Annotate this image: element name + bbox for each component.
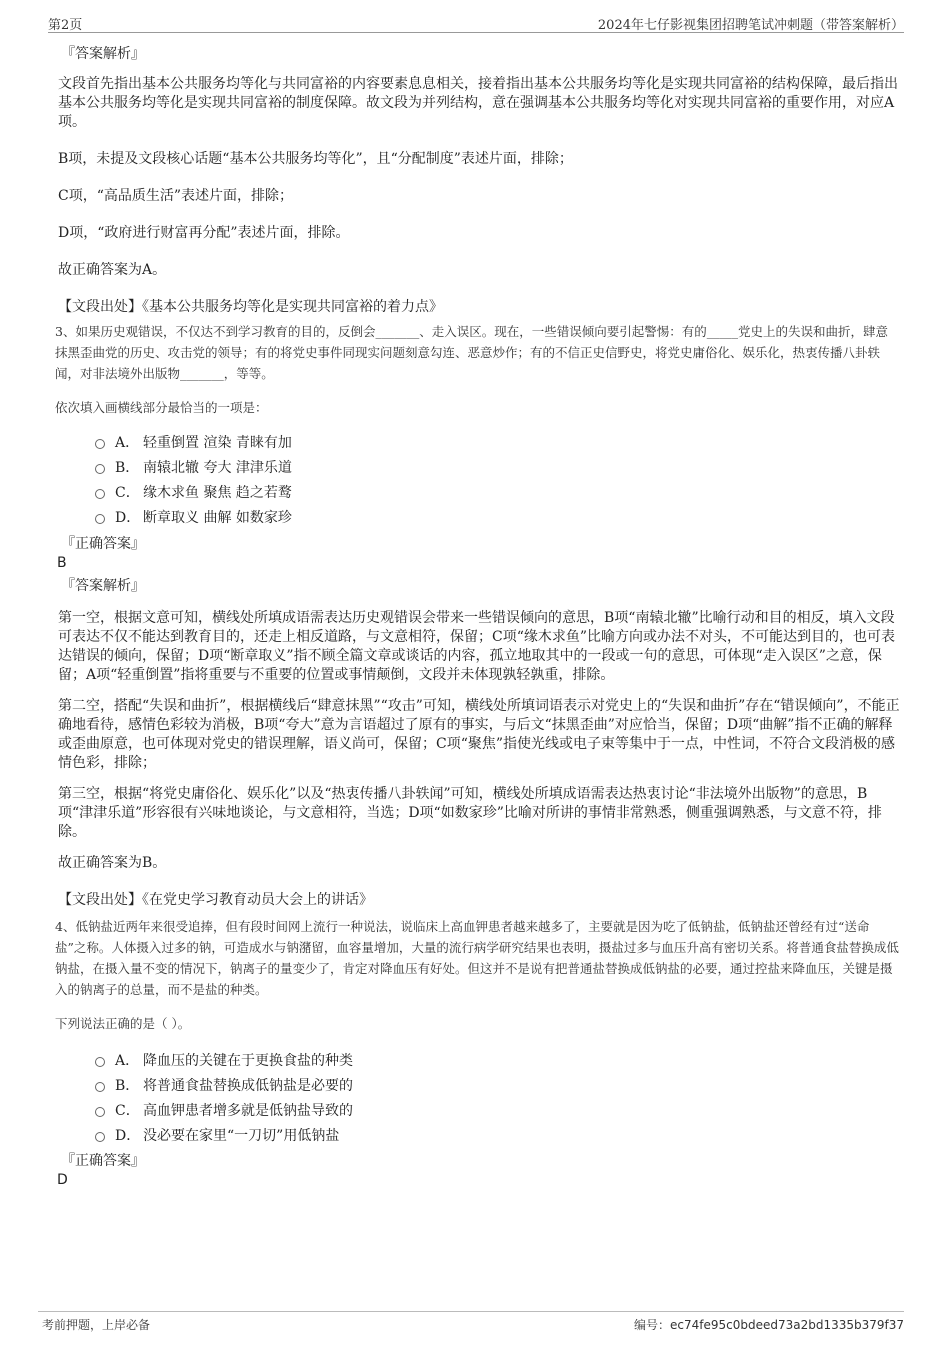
serial-value: ec74fe95c0bdeed73a2bd1335b379f37 (669, 1318, 904, 1332)
analysis-label: 『答案解析』 (61, 578, 145, 594)
correct-answer: D (57, 1172, 68, 1188)
correct-answer-label: 『正确答案』 (61, 1153, 145, 1169)
source-citation: 【文段出处】《基本公共服务均等化是实现共同富裕的着力点》 (58, 299, 443, 315)
serial-label: 编号： (633, 1318, 670, 1332)
source-citation: 【文段出处】《在党史学习教育动员大会上的讲话》 (58, 892, 373, 908)
radio-icon[interactable] (95, 439, 105, 449)
analysis-paragraph: D项，“政府进行财富再分配”表述片面，排除。 (58, 225, 350, 241)
option-a[interactable]: A． 降血压的关键在于更换食盐的种类 (95, 1049, 900, 1074)
document-title: 2024年七仔影视集团招聘笔试冲刺题（带答案解析） (597, 18, 904, 33)
analysis-paragraph: 第一空，根据文意可知，横线处所填成语需表达历史观错误会带来一些错误倾向的意思，B项“南辕北辙”比喻行动和目的相反，填入文段可表达不仅不能达到教育目的，还走上相反道路，与文意相符，保留；C项“缘木求鱼”比喻方向或办法不对头，不可能达到目的，也可表达错误的倾向，保留；D项“断章取义”指不顾全篇文章或谈话的内容，孤立地取其中的一段或一句的意思，可体现“走入误区”之意，保留；A项“轻重倒置”指将重要与不重要的位置或事情颠倒，文段并未体现孰轻孰重，排除。 (58, 610, 896, 683)
radio-icon[interactable] (95, 1132, 105, 1142)
analysis-paragraph: 文段首先指出基本公共服务均等化与共同富裕的内容要素息息相关，接着指出基本公共服务均等化是实现共同富裕的结构保障，最后指出基本公共服务均等化是实现共同富裕的制度保障。故文段为并列结构，意在强调基本公共服务均等化对实现共同富裕的重要作用，对应A项。 (58, 76, 898, 130)
option-a[interactable]: A． 轻重倒置 渲染 青睐有加 (95, 431, 900, 456)
question-4-text: 4、低钠盐近两年来很受追捧，但有段时间网上流行一种说法，说临床上高血钾患者越来越多了，主要就是因为吃了低钠盐，低钠盐还曾经有过“送命盐”之称。人体摄入过多的钠，可造成水与钠潴留，血容量增加，大量的流行病学研究结果也表明，摄盐过多与血压升高有密切关系。将普通食盐替换成低钠盐，在摄入量不变的情况下，钠离子的量变少了，肯定对降血压有好处。但这并不是说有把普通盐替换成低钠盐的必要，通过控盐来降血压，关键是摄入的钠离子的总量，而不是盐的种类。 (55, 919, 899, 997)
option-d[interactable]: D． 没必要在家里“一刀切”用低钠盐 (95, 1124, 900, 1149)
page-footer (38, 1311, 904, 1336)
document-serial (634, 1316, 904, 1333)
option-b[interactable]: B． 南辕北辙 夸大 津津乐道 (95, 456, 900, 481)
page-header (48, 12, 904, 33)
question-3-options (95, 431, 900, 531)
analysis-paragraph: 第三空，根据“将党史庸俗化、娱乐化”以及“热衷传播八卦轶闻”可知，横线处所填成语需表达热衷讨论“非法境外出版物”的意思，B项“津津乐道”形容很有兴味地谈论，与文意相符，当选；D项“如数家珍”比喻对所讲的事情非常熟悉，侧重强调熟悉，与文意不符，排除。 (58, 786, 882, 840)
radio-icon[interactable] (95, 489, 105, 499)
page-content (55, 44, 900, 1189)
option-d[interactable]: D． 断章取义 曲解 如数家珍 (95, 506, 900, 531)
option-c[interactable]: C． 高血钾患者增多就是低钠盐导致的 (95, 1099, 900, 1124)
question-3-prompt: 依次填入画横线部分最恰当的一项是： (55, 400, 268, 415)
radio-icon[interactable] (95, 514, 105, 524)
analysis-paragraph: 故正确答案为B。 (58, 855, 167, 871)
question-4-prompt: 下列说法正确的是（ ）。 (55, 1016, 191, 1031)
option-c[interactable]: C． 缘木求鱼 聚焦 趋之若鹜 (95, 481, 900, 506)
radio-icon[interactable] (95, 1057, 105, 1067)
analysis-paragraph: 故正确答案为A。 (58, 262, 167, 278)
footer-slogan: 考前押题，上岸必备 (42, 1318, 151, 1332)
question-3-text: 3、如果历史观错误，不仅达不到学习教育的目的，反倒会_______、走入误区。现在，一些错误倾向要引起警惕：有的_____党史上的失误和曲折，肆意抹黑歪曲党的历史、攻击党的领导；有的将党史事件同现实问题刻意勾连、恶意炒作；有的不信正史信野史，将党史庸俗化、娱乐化，热衷传播八卦轶闻，对非法境外出版物_______，等等。 (55, 324, 888, 381)
radio-icon[interactable] (95, 1107, 105, 1117)
radio-icon[interactable] (95, 464, 105, 474)
analysis-paragraph: B项，未提及文段核心话题“基本公共服务均等化”，且“分配制度”表述片面，排除； (58, 151, 573, 167)
analysis-paragraph: C项，“高品质生活”表述片面，排除； (58, 188, 294, 204)
option-b[interactable]: B． 将普通食盐替换成低钠盐是必要的 (95, 1074, 900, 1099)
radio-icon[interactable] (95, 1082, 105, 1092)
analysis-paragraph: 第二空，搭配“失误和曲折”，根据横线后“肆意抹黑”“攻击”可知，横线处所填词语表示对党史上的“失误和曲折”存在“错误倾向”，不能正确地看待，感情色彩较为消极，B项“夸大”意为言语超过了原有的事实，与后文“抹黑歪曲”对应恰当，保留；D项“曲解”指不正确的解释或歪曲原意，也可体现对党史的错误理解，语义尚可，保留；C项“聚焦”指使光线或电子束等集中于一点，中性词，不符合文段消极的感情色彩，排除； (58, 698, 900, 771)
correct-answer-label: 『正确答案』 (61, 536, 145, 552)
page-number: 第2页 (48, 18, 83, 33)
analysis-label: 『答案解析』 (61, 46, 145, 62)
correct-answer: B (57, 555, 67, 571)
question-4-options (95, 1049, 900, 1149)
